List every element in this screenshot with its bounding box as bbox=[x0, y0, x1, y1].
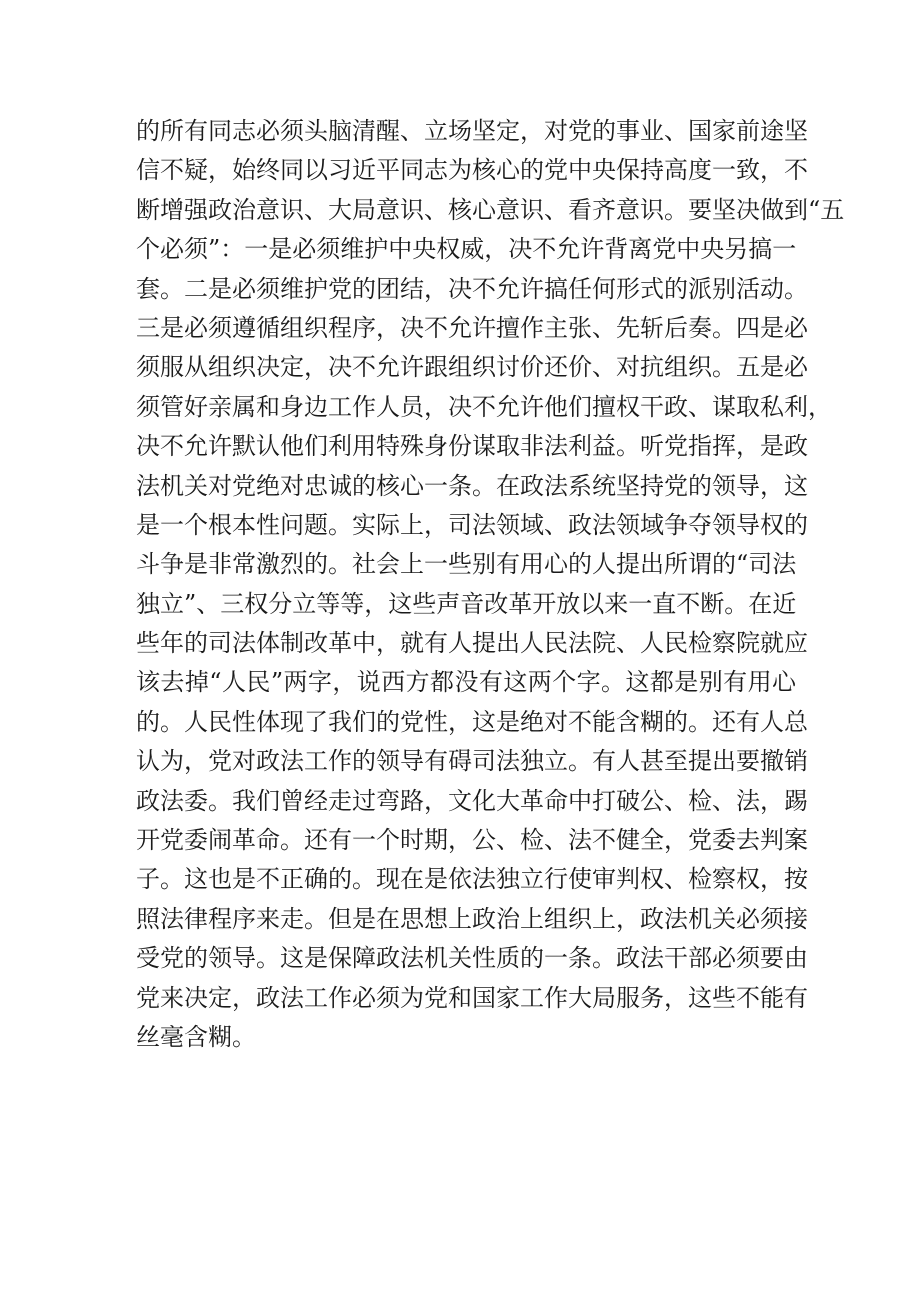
text-line: 斗争是非常激烈的。社会上一些别有用心的人提出所谓的“司法 bbox=[136, 550, 797, 579]
text-line: 须管好亲属和身边工作人员，决不允许他们擅权干政、谋取私利， bbox=[136, 392, 832, 421]
text-line: 该去掉“人民”两字，说西方都没有这两个字。这都是别有用心 bbox=[136, 668, 796, 697]
text-line: 照法律程序来走。但是在思想上政治上组织上，政法机关必须接 bbox=[136, 904, 808, 933]
text-line: 法机关对党绝对忠诚的核心一条。在政法系统坚持党的领导，这 bbox=[136, 471, 808, 500]
text-line: 些年的司法体制改革中，就有人提出人民法院、人民检察院就应 bbox=[136, 629, 808, 658]
text-line: 个必须”：一是必须维护中央权威，决不允许背离党中央另搞一 bbox=[136, 235, 797, 264]
text-line: 受党的领导。这是保障政法机关性质的一条。政法干部必须要由 bbox=[136, 944, 808, 973]
text-line: 的。人民性体现了我们的党性，这是绝对不能含糊的。还有人总 bbox=[136, 707, 808, 736]
body-paragraph bbox=[136, 112, 845, 1057]
text-line: 须服从组织决定，决不允许跟组织讨价还价、对抗组织。五是必 bbox=[136, 353, 808, 382]
text-line: 决不允许默认他们利用特殊身份谋取非法利益。听党指挥，是政 bbox=[136, 432, 808, 461]
text-line: 独立”、三权分立等等，这些声音改革开放以来一直不断。在近 bbox=[136, 589, 797, 618]
text-line-last: 丝毫含糊。 bbox=[136, 1022, 256, 1051]
text-line: 的所有同志必须头脑清醒、立场坚定，对党的事业、国家前途坚 bbox=[136, 117, 808, 145]
text-line: 断增强政治意识、大局意识、核心意识、看齐意识。要坚决做到“五 bbox=[136, 195, 845, 224]
text-line: 信不疑，始终同以习近平同志为核心的党中央保持高度一致，不 bbox=[136, 156, 808, 185]
text-line: 党来决定，政法工作必须为党和国家工作大局服务，这些不能有 bbox=[136, 983, 808, 1012]
text-line: 认为，党对政法工作的领导有碍司法独立。有人甚至提出要撤销 bbox=[136, 747, 808, 776]
text-line: 政法委。我们曾经走过弯路，文化大革命中打破公、检、法，踢 bbox=[136, 786, 808, 815]
text-line: 三是必须遵循组织程序，决不允许擅作主张、先斩后奏。四是必 bbox=[136, 313, 808, 342]
text-line: 开党委闹革命。还有一个时期，公、检、法不健全，党委去判案 bbox=[136, 826, 808, 855]
text-line: 套。二是必须维护党的团结，决不允许搞任何形式的派别活动。 bbox=[136, 274, 808, 303]
text-line: 子。这也是不正确的。现在是依法独立行使审判权、检察权，按 bbox=[136, 865, 808, 894]
text-line: 是一个根本性问题。实际上，司法领域、政法领域争夺领导权的 bbox=[136, 510, 808, 539]
